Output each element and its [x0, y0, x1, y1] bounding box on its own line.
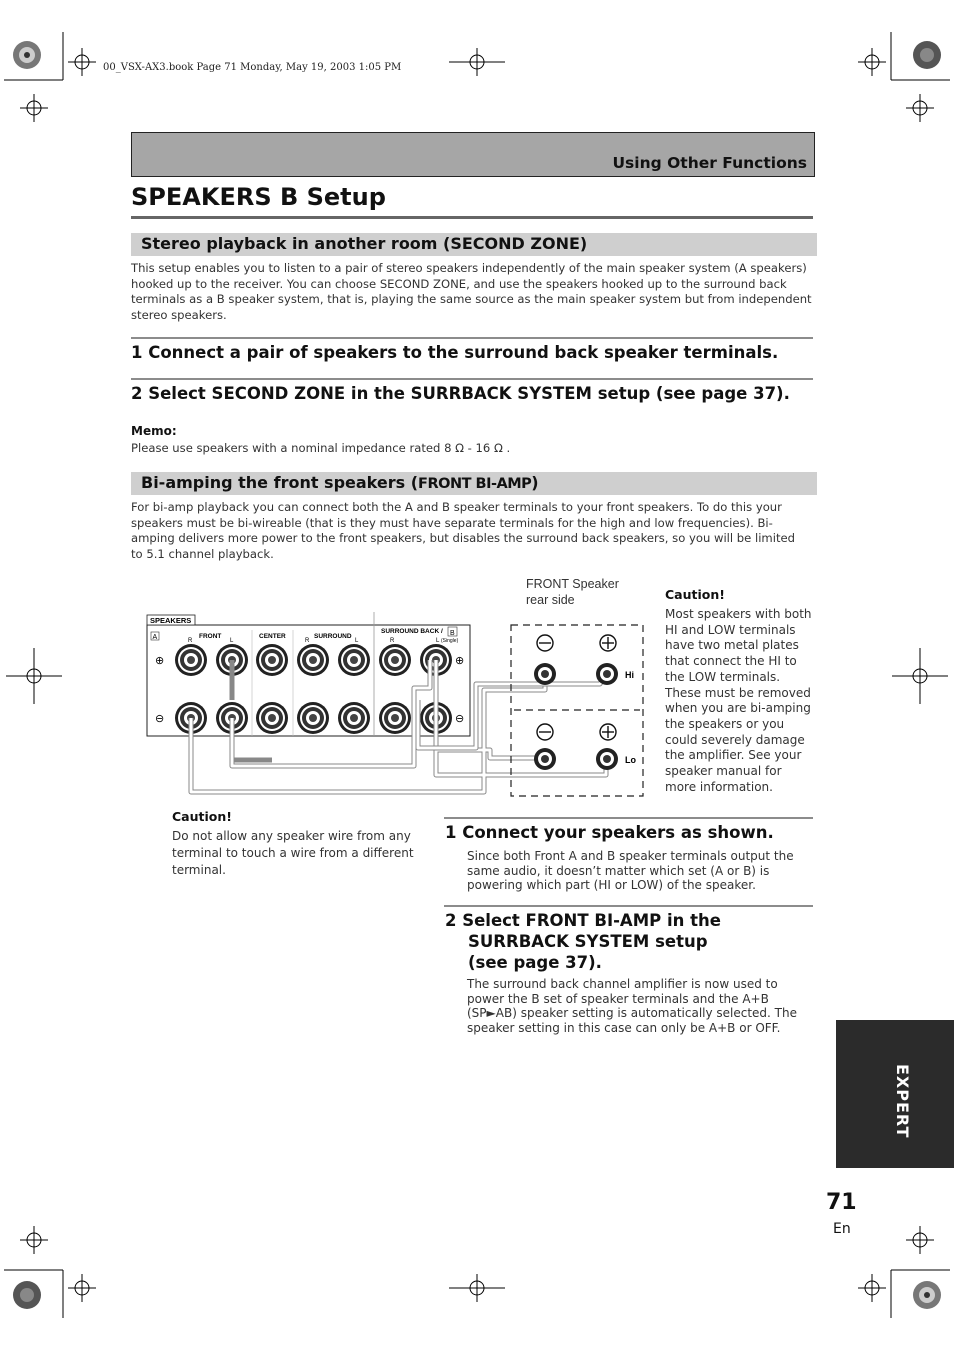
- bi-amp-wiring-diagram: [140, 570, 660, 810]
- step-2-title-line: SURRBACK SYSTEM setup: [468, 932, 708, 951]
- speaker-terminal: [256, 702, 288, 734]
- plus-symbol: ⊕: [155, 655, 165, 667]
- step-rule: [131, 378, 813, 380]
- section-heading-text: [141, 473, 539, 492]
- caution-right-line: speaker manual for: [665, 764, 782, 779]
- caution-right-line: could severely damage: [665, 732, 805, 747]
- label-l: L: [355, 638, 359, 644]
- front-speaker-label: rear side: [526, 593, 575, 607]
- caution-right-line: that connect the HI to: [665, 654, 797, 669]
- page-number: 71: [826, 1190, 857, 1215]
- speaker-terminal: [338, 644, 370, 676]
- minus-symbol: ⊖: [455, 713, 465, 725]
- label-single: (Single): [441, 638, 459, 644]
- bi-amp-intro: For bi-amp playback you can connect both the A and B speaker terminals to your front speakers. To do this your speakers must be bi-wireable (that is they must have separate terminals for the high and low frequencies). Bi-amping delivers more power to the front speakers, but disables the surround back speakers, so you will be limited to 5.1 channel playback.: [131, 500, 795, 562]
- speaker-binding-posts: [534, 663, 618, 770]
- label-surround: SURROUND: [314, 633, 352, 640]
- second-zone-step-2: 2 Select SECOND ZONE in the SURRBACK SYSTEM setup (see page 37).: [131, 384, 790, 403]
- speaker-terminal: [297, 644, 329, 676]
- speaker-terminal: [379, 702, 411, 734]
- page-title: SPEAKERS B Setup: [131, 183, 386, 211]
- print-info: 00_VSX-AX3.book Page 71 Monday, May 19, 2003 1:05 PM: [103, 62, 402, 73]
- caution-right-line: Most speakers with both: [665, 607, 812, 621]
- bi-amp-step-2-body: The surround back channel amplifier is now used to power the B set of speaker terminals and the A+B (SP►AB) speaker setting is automatically selected. The speaker setting in this case can only be A+B or OFF.: [467, 977, 797, 1035]
- bi-amp-step-1-title: 1 Connect your speakers as shown.: [445, 823, 774, 842]
- caution-right-line: more information.: [665, 779, 773, 794]
- step-2-title-line: (see page 37).: [468, 953, 602, 972]
- second-zone-step-1: 1 Connect a pair of speakers to the surround back speaker terminals.: [131, 343, 779, 362]
- page-language: En: [833, 1221, 851, 1237]
- speaker-terminal: [256, 644, 288, 676]
- label-l: L: [436, 638, 440, 644]
- bi-amp-step-1-body: Since both Front A and B speaker terminals output the same audio, it doesn’t matter which set (A or B) is powering which part (HI or LOW) of the speaker.: [467, 849, 794, 893]
- expert-side-tab-label: EXPERT: [893, 1064, 912, 1139]
- caution-left-line: Do not allow any speaker wire from any: [172, 829, 411, 843]
- caution-left-line: terminal to touch a wire from a different: [172, 846, 414, 860]
- caution-right-line: the amplifier. See your: [665, 748, 802, 763]
- caution-right-text: [665, 607, 825, 795]
- section-heading-text: Stereo playback in another room (SECOND ZONE): [141, 234, 588, 253]
- expert-side-tab: [836, 1020, 954, 1168]
- caution-left-text: [172, 828, 432, 879]
- memo-text: Please use speakers with a nominal impedance rated 8 Ω - 16 Ω .: [131, 441, 511, 455]
- label-surround-back: SURROUND BACK /: [381, 628, 443, 635]
- speaker-terminal: [297, 702, 329, 734]
- memo-label: Memo:: [131, 424, 177, 438]
- section-heading-bi-amp: [131, 472, 817, 495]
- caution-right-line: when you are bi-amping: [665, 701, 811, 716]
- section-header-band: [131, 132, 815, 177]
- heading-end: ): [531, 473, 539, 492]
- speaker-terminal: [379, 644, 411, 676]
- section-header-title: Using Other Functions: [612, 154, 807, 172]
- plus-symbol: ⊕: [455, 655, 465, 667]
- step-rule: [444, 905, 813, 907]
- speaker-terminal: [338, 702, 370, 734]
- label-l: L: [230, 638, 234, 644]
- second-zone-intro: This setup enables you to listen to a pair of stereo speakers independently of the main speaker system (A speakers) hooked up to the receiver. You can choose SECOND ZONE, and use the speakers hooked up to the surround back terminals as a B speaker system, that is, playing the same source as the main speaker system but from independent stereo speakers.: [131, 261, 812, 323]
- speaker-terminal: [175, 644, 207, 676]
- step-2-title-line: 2 Select FRONT BI-AMP in the: [445, 911, 721, 930]
- caution-right-label: Caution!: [665, 587, 725, 602]
- label-r: R: [188, 638, 193, 644]
- heading-code: FRONT BI-AMP: [418, 476, 532, 492]
- caution-right-line: These must be removed: [665, 685, 811, 700]
- caution-right-line: have two metal plates: [665, 638, 799, 653]
- step-rule: [444, 817, 813, 819]
- step-rule: [131, 337, 813, 339]
- lo-label: Lo: [625, 755, 636, 765]
- title-rule: [131, 216, 813, 219]
- heading-main: Bi-amping the front speakers (: [141, 473, 419, 492]
- minus-symbol: ⊖: [155, 713, 165, 725]
- caution-right-line: the LOW terminals.: [665, 669, 781, 684]
- label-center: CENTER: [259, 633, 286, 640]
- caution-left-line: terminal.: [172, 863, 226, 877]
- caution-left-label: Caution!: [172, 809, 232, 824]
- caution-right-line: the speakers or you: [665, 716, 785, 731]
- front-speaker-label: FRONT Speaker: [526, 577, 619, 591]
- hi-label: Hi: [625, 670, 634, 680]
- caution-right-line: HI and LOW terminals: [665, 622, 796, 637]
- section-heading-second-zone: [131, 233, 817, 256]
- label-a: A: [152, 634, 158, 641]
- panel-label: SPEAKERS: [150, 616, 192, 625]
- label-r: R: [390, 638, 395, 644]
- label-r: R: [305, 638, 310, 644]
- label-front: FRONT: [199, 633, 222, 640]
- label-b: B: [450, 630, 455, 637]
- bi-amp-step-2-title: [445, 910, 805, 973]
